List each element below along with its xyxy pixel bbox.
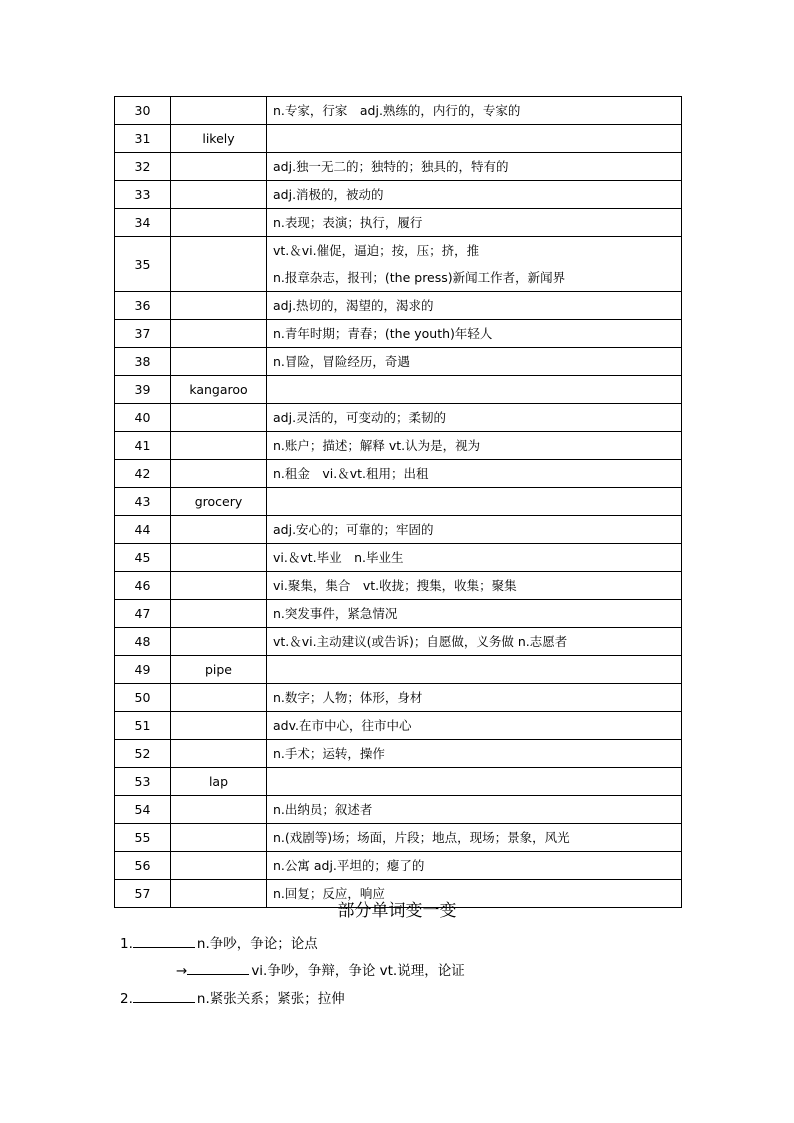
table-row — [115, 600, 682, 628]
table-row — [115, 404, 682, 432]
row-number: 35 — [115, 237, 171, 292]
table-row — [115, 656, 682, 684]
definition-cell — [267, 684, 682, 712]
table-row — [115, 628, 682, 656]
word-cell — [171, 97, 267, 125]
table-row — [115, 292, 682, 320]
table-row — [115, 796, 682, 824]
word-cell — [171, 740, 267, 768]
definition-line: vi.聚集，集合 vt.收拢；搜集，收集；聚集 — [273, 578, 517, 593]
exercise-2-blank[interactable] — [133, 989, 195, 1003]
definition-cell — [267, 544, 682, 572]
row-number: 42 — [115, 460, 171, 488]
row-number: 30 — [115, 97, 171, 125]
definition-cell — [267, 488, 682, 516]
definition-cell — [267, 712, 682, 740]
definition-cell — [267, 516, 682, 544]
definition-line: adj.安心的；可靠的；牢固的 — [273, 522, 434, 537]
definition-line — [273, 125, 681, 152]
exercise-1-definition: n.争吵，争论；论点 — [196, 936, 318, 952]
row-number: 50 — [115, 684, 171, 712]
row-number: 46 — [115, 572, 171, 600]
row-number: 48 — [115, 628, 171, 656]
definition-cell — [267, 460, 682, 488]
definition-cell — [267, 656, 682, 684]
table-row — [115, 824, 682, 852]
definition-cell — [267, 768, 682, 796]
row-number: 32 — [115, 153, 171, 181]
row-number: 37 — [115, 320, 171, 348]
exercise-1-blank[interactable] — [133, 934, 195, 948]
exercise-2-number: 2. — [120, 991, 133, 1007]
definition-line — [273, 656, 681, 683]
definition-cell — [267, 376, 682, 404]
word-cell: likely — [171, 125, 267, 153]
word-cell — [171, 572, 267, 600]
exercise-1 — [120, 932, 318, 952]
row-number: 31 — [115, 125, 171, 153]
definition-line: vi.＆vt.毕业 n.毕业生 — [273, 550, 404, 565]
row-number: 54 — [115, 796, 171, 824]
definition-line — [273, 376, 681, 403]
row-number: 55 — [115, 824, 171, 852]
definition-cell — [267, 628, 682, 656]
definition-cell — [267, 153, 682, 181]
definition-line: adv.在市中心，往市中心 — [273, 718, 412, 733]
row-number: 33 — [115, 181, 171, 209]
definition-line: vt.＆vi.主动建议(或告诉)；自愿做，义务做 n.志愿者 — [273, 634, 568, 649]
table-row — [115, 572, 682, 600]
definition-line: n.公寓 adj.平坦的；瘪了的 — [273, 858, 425, 873]
table-row — [115, 181, 682, 209]
definition-cell — [267, 181, 682, 209]
word-cell — [171, 432, 267, 460]
row-number: 51 — [115, 712, 171, 740]
definition-cell — [267, 796, 682, 824]
definition-line: adj.独一无二的；独特的；独具的，特有的 — [273, 159, 509, 174]
table-row — [115, 432, 682, 460]
word-cell — [171, 348, 267, 376]
definition-line: adj.灵活的，可变动的；柔韧的 — [273, 410, 447, 425]
table-row — [115, 488, 682, 516]
table-row — [115, 768, 682, 796]
table-row — [115, 320, 682, 348]
word-cell — [171, 460, 267, 488]
word-cell: grocery — [171, 488, 267, 516]
row-number: 34 — [115, 209, 171, 237]
table-row — [115, 97, 682, 125]
table-row — [115, 516, 682, 544]
word-cell — [171, 404, 267, 432]
word-cell — [171, 712, 267, 740]
definition-cell — [267, 404, 682, 432]
definition-cell — [267, 432, 682, 460]
row-number: 45 — [115, 544, 171, 572]
definition-cell — [267, 572, 682, 600]
definition-cell — [267, 292, 682, 320]
table-row — [115, 712, 682, 740]
exercise-1-number: 1. — [120, 936, 133, 952]
definition-line — [273, 488, 681, 515]
definition-line: n.租金 vi.＆vt.租用；出租 — [273, 466, 429, 481]
exercise-2 — [120, 987, 345, 1007]
definition-line: n.表现；表演；执行，履行 — [273, 215, 423, 230]
table-row — [115, 125, 682, 153]
definition-line: n.回复；反应，响应 — [273, 886, 385, 901]
definition-line: n.青年时期；青春；(the youth)年轻人 — [273, 326, 493, 341]
definition-line: n.手术；运转，操作 — [273, 746, 385, 761]
word-cell: lap — [171, 768, 267, 796]
definition-cell — [267, 824, 682, 852]
row-number: 56 — [115, 852, 171, 880]
table-row — [115, 237, 682, 292]
vocabulary-table-body — [115, 97, 682, 908]
definition-line: n.数字；人物；体形，身材 — [273, 690, 423, 705]
row-number: 41 — [115, 432, 171, 460]
word-cell — [171, 544, 267, 572]
row-number: 39 — [115, 376, 171, 404]
row-number: 40 — [115, 404, 171, 432]
word-cell — [171, 320, 267, 348]
row-number: 52 — [115, 740, 171, 768]
exercise-1b-definition: vi.争吵，争辩，争论 vt.说理，论证 — [251, 963, 465, 979]
definition-line: n.专家，行家 adj.熟练的，内行的，专家的 — [273, 103, 521, 118]
vocabulary-table — [114, 96, 682, 908]
definition-line: vt.＆vi.催促，逼迫；按，压；挤，推 — [273, 243, 480, 258]
definition-cell — [267, 600, 682, 628]
definition-cell — [267, 320, 682, 348]
row-number: 49 — [115, 656, 171, 684]
definition-cell — [267, 125, 682, 153]
table-row — [115, 376, 682, 404]
word-cell: kangaroo — [171, 376, 267, 404]
word-cell — [171, 628, 267, 656]
row-number: 36 — [115, 292, 171, 320]
exercise-1b-blank[interactable] — [187, 961, 249, 975]
word-cell — [171, 181, 267, 209]
table-row — [115, 684, 682, 712]
table-row — [115, 852, 682, 880]
definition-line: adj.热切的，渴望的，渴求的 — [273, 298, 434, 313]
definition-cell — [267, 740, 682, 768]
row-number: 43 — [115, 488, 171, 516]
word-cell — [171, 516, 267, 544]
table-row — [115, 460, 682, 488]
definition-line — [273, 768, 681, 795]
definition-line: n.冒险，冒险经历，奇遇 — [273, 354, 410, 369]
definition-line: n.(戏剧等)场；场面，片段；地点，现场；景象，风光 — [273, 830, 570, 845]
word-cell — [171, 600, 267, 628]
definition-cell — [267, 97, 682, 125]
word-cell — [171, 209, 267, 237]
definition-line: n.报章杂志，报刊；(the press)新闻工作者，新闻界 — [273, 270, 566, 285]
table-row — [115, 209, 682, 237]
definition-cell — [267, 348, 682, 376]
word-cell — [171, 684, 267, 712]
row-number: 57 — [115, 880, 171, 908]
arrow-icon: → — [176, 963, 188, 979]
definition-line: adj.消极的，被动的 — [273, 187, 384, 202]
row-number: 38 — [115, 348, 171, 376]
word-cell — [171, 852, 267, 880]
word-cell — [171, 796, 267, 824]
section-title: 部分单词变一变 — [337, 901, 457, 921]
word-cell — [171, 237, 267, 292]
definition-line: n.账户；描述；解释 vt.认为是，视为 — [273, 438, 481, 453]
row-number: 44 — [115, 516, 171, 544]
exercise-2-definition: n.紧张关系；紧张；拉伸 — [196, 991, 345, 1007]
exercise-1b — [176, 959, 465, 979]
table-row — [115, 153, 682, 181]
definition-cell — [267, 209, 682, 237]
row-number: 53 — [115, 768, 171, 796]
definition-line: n.突发事件，紧急情况 — [273, 606, 398, 621]
definition-line: n.出纳员；叙述者 — [273, 802, 373, 817]
row-number: 47 — [115, 600, 171, 628]
definition-cell — [267, 852, 682, 880]
table-row — [115, 348, 682, 376]
table-row — [115, 544, 682, 572]
word-cell — [171, 824, 267, 852]
word-cell — [171, 153, 267, 181]
definition-cell — [267, 237, 682, 292]
word-cell — [171, 292, 267, 320]
table-row — [115, 740, 682, 768]
word-cell: pipe — [171, 656, 267, 684]
